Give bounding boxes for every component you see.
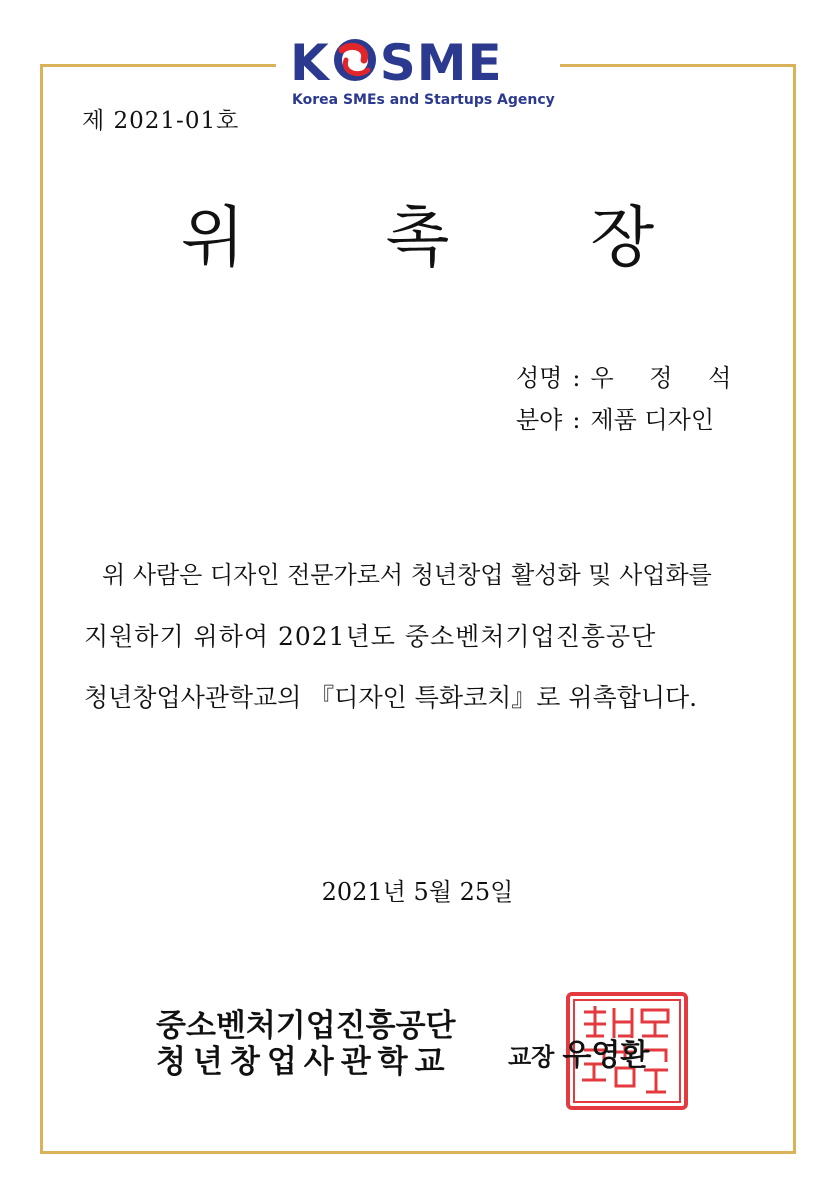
specialty-separator: : [572, 406, 581, 434]
specialty-label: 분야 [516, 406, 563, 434]
kosme-logo [276, 34, 560, 118]
school-name: 청년창업사관학교 [156, 1044, 452, 1080]
logo-wordmark [290, 34, 503, 92]
name-field [516, 358, 745, 393]
name-value: 우 정 석 [590, 364, 746, 392]
body-line-2: 지원하기 위하여 2021년도 중소벤처기업진흥공단 [84, 622, 657, 651]
specialty-value: 제품 디자인 [590, 406, 715, 434]
specialty-field [516, 400, 714, 435]
name-separator: : [572, 364, 581, 392]
organization-name: 중소벤처기업진흥공단 [156, 1008, 456, 1044]
logo-letters-sme: SME [379, 34, 503, 92]
name-label: 성명 [516, 364, 563, 392]
body-line-1: 위 사람은 디자인 전문가로서 청년창업 활성화 및 사업화를 [102, 561, 712, 589]
logo-tagline: Korea SMEs and Startups Agency [292, 92, 555, 108]
signatory-title: 교장 [508, 1043, 555, 1071]
document-number: 제 2021-01호 [82, 108, 240, 134]
body-line-3: 청년창업사관학교의 『디자인 특화코치』로 위촉합니다. [84, 683, 698, 712]
issuing-organization [156, 1008, 455, 1080]
logo-swirl-icon [330, 38, 380, 78]
issue-date: 2021년 5월 25일 [321, 878, 514, 906]
logo-letter-k: K [290, 34, 330, 92]
certificate-title: 위 촉 장 [180, 199, 715, 276]
signatory-name: 우영환 [562, 1038, 650, 1073]
certificate-body [84, 545, 764, 728]
